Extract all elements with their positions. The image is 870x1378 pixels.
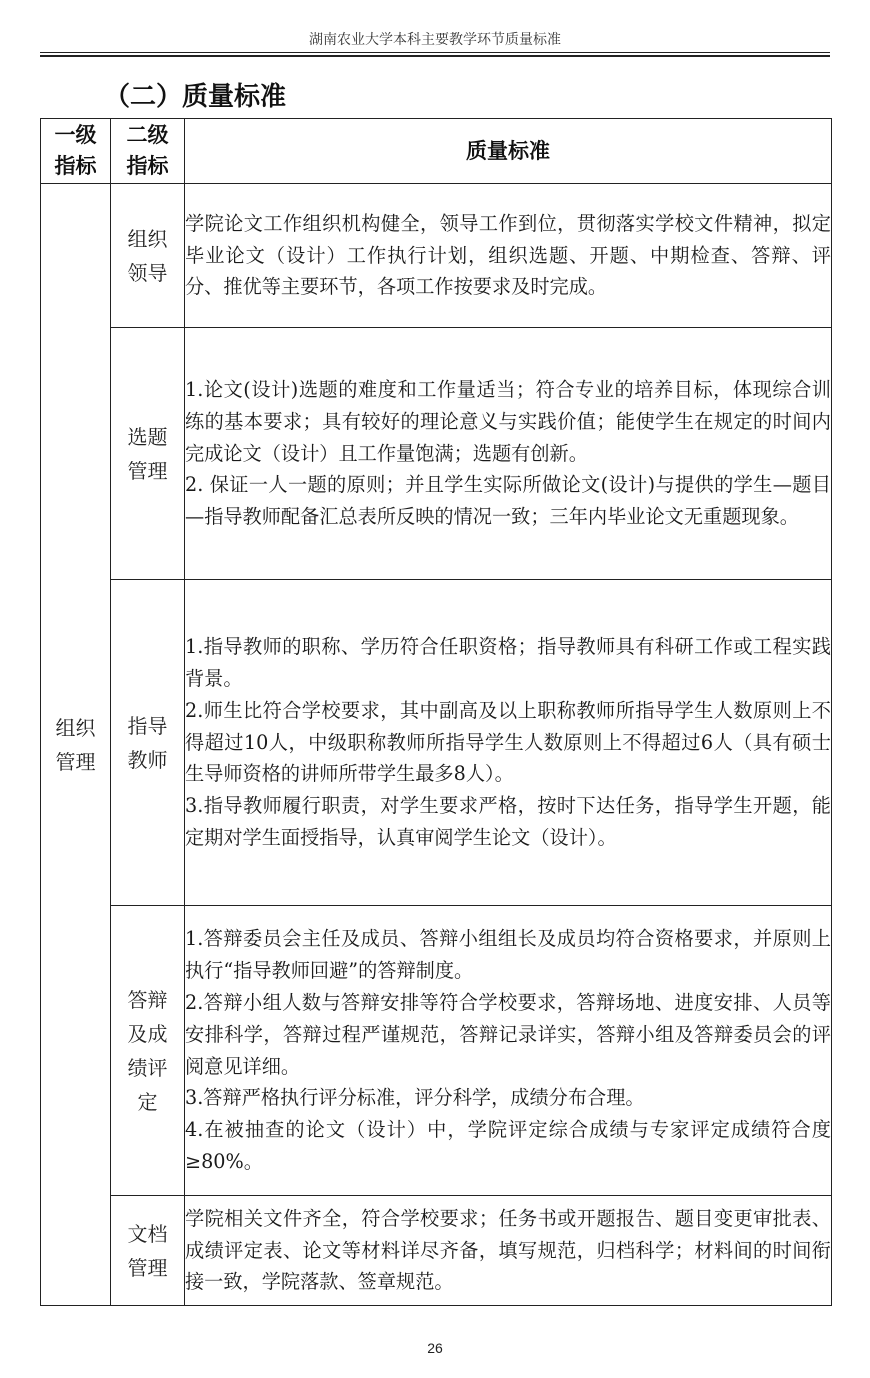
table-row (41, 906, 832, 1196)
level2-label-line: 答辩 (127, 987, 168, 1012)
level2-label-line: 及成 (127, 1021, 168, 1046)
level2-cell (111, 184, 185, 328)
level2-cell (111, 906, 185, 1196)
level2-label-line: 指导 (127, 713, 168, 738)
level2-label-line: 组织 (127, 226, 168, 251)
standard-cell (185, 580, 832, 906)
level2-label-line: 定 (137, 1089, 158, 1114)
level2-label-line: 绩评 (127, 1055, 168, 1080)
header-level1-line: 一级 (54, 123, 97, 147)
header-rule-thick (40, 55, 830, 57)
quality-standard-table (40, 118, 832, 1306)
header-level2-line: 指标 (126, 154, 169, 178)
standard-cell (185, 184, 832, 328)
table-row (41, 1196, 832, 1306)
level2-label-line: 管理 (127, 458, 168, 483)
table-row (41, 184, 832, 328)
standard-paragraph: 2.答辩小组人数与答辩安排等符合学校要求，答辩场地、进度安排、人员等安排科学，答辩过程严谨规范，答辩记录详实，答辩小组及答辩委员会的评阅意见详细。 (185, 990, 831, 1078)
standard-paragraph: 学院论文工作组织机构健全，领导工作到位，贯彻落实学校文件精神，拟定毕业论文（设计）工作执行计划，组织选题、开题、中期检查、答辩、评分、推优等主要环节，各项工作按要求及时完成。 (185, 211, 831, 299)
page-number: 26 (427, 1340, 443, 1356)
section-title: （二）质量标准 (104, 82, 287, 112)
standard-paragraph: 1.指导教师的职称、学历符合任职资格；指导教师具有科研工作或工程实践背景。 (185, 635, 831, 690)
level1-label-line: 管理 (55, 749, 96, 774)
level1-cell (41, 184, 111, 1306)
standard-paragraph: 1.答辩委员会主任及成员、答辩小组组长及成员均符合资格要求，并原则上执行“指导教师回避”的答辩制度。 (185, 927, 831, 983)
standard-paragraph: 2. 保证一人一题的原则；并且学生实际所做论文(设计)与提供的学生—题目—指导教师配备汇总表所反映的情况一致；三年内毕业论文无重题现象。 (185, 473, 831, 529)
level2-cell (111, 1196, 185, 1306)
standard-paragraph: 1.论文(设计)选题的难度和工作量适当；符合专业的培养目标，体现综合训练的基本要求；具有较好的理论意义与实践价值；能使学生在规定的时间内完成论文（设计）且工作量饱满；选题有创新。 (185, 378, 831, 465)
standard-paragraph: 3.指导教师履行职责，对学生要求严格，按时下达任务，指导学生开题，能定期对学生面授指导，认真审阅学生论文（设计）。 (185, 794, 831, 849)
standard-paragraph: 4.在被抽查的论文（设计）中，学院评定综合成绩与专家评定成绩符合度≥80%。 (185, 1118, 831, 1173)
header-level2-line: 二级 (126, 123, 169, 147)
running-header: 湖南农业大学本科主要教学环节质量标准 (309, 32, 561, 48)
header-level2 (111, 119, 185, 184)
standard-cell (185, 1196, 832, 1306)
level2-label-line: 领导 (127, 260, 168, 285)
level2-label-line: 选题 (127, 424, 168, 449)
level2-label-line: 文档 (127, 1221, 168, 1246)
standard-cell (185, 906, 832, 1196)
header-level1-line: 指标 (54, 154, 97, 178)
level2-cell (111, 580, 185, 906)
level1-label-line: 组织 (55, 715, 96, 740)
header-standard: 质量标准 (185, 119, 832, 184)
standard-paragraph: 3.答辩严格执行评分标准，评分科学，成绩分布合理。 (185, 1086, 645, 1110)
level2-cell (111, 328, 185, 580)
header-rule (40, 52, 830, 53)
header-level1 (41, 119, 111, 184)
table-header-row (41, 119, 832, 184)
standard-paragraph: 2.师生比符合学校要求，其中副高及以上职称教师所指导学生人数原则上不得超过10人，中级职称教师所指导学生人数原则上不得超过6人（具有硕士生导师资格的讲师所带学生最多8人）。 (185, 698, 831, 786)
level2-label-line: 教师 (127, 747, 168, 772)
standard-cell (185, 328, 832, 580)
table-row (41, 580, 832, 906)
standard-paragraph: 学院相关文件齐全，符合学校要求；任务书或开题报告、题目变更审批表、成绩评定表、论文等材料详尽齐备，填写规范，归档科学；材料间的时间衔接一致，学院落款、签章规范。 (185, 1206, 831, 1294)
level2-label-line: 管理 (127, 1255, 168, 1280)
table-row (41, 328, 832, 580)
